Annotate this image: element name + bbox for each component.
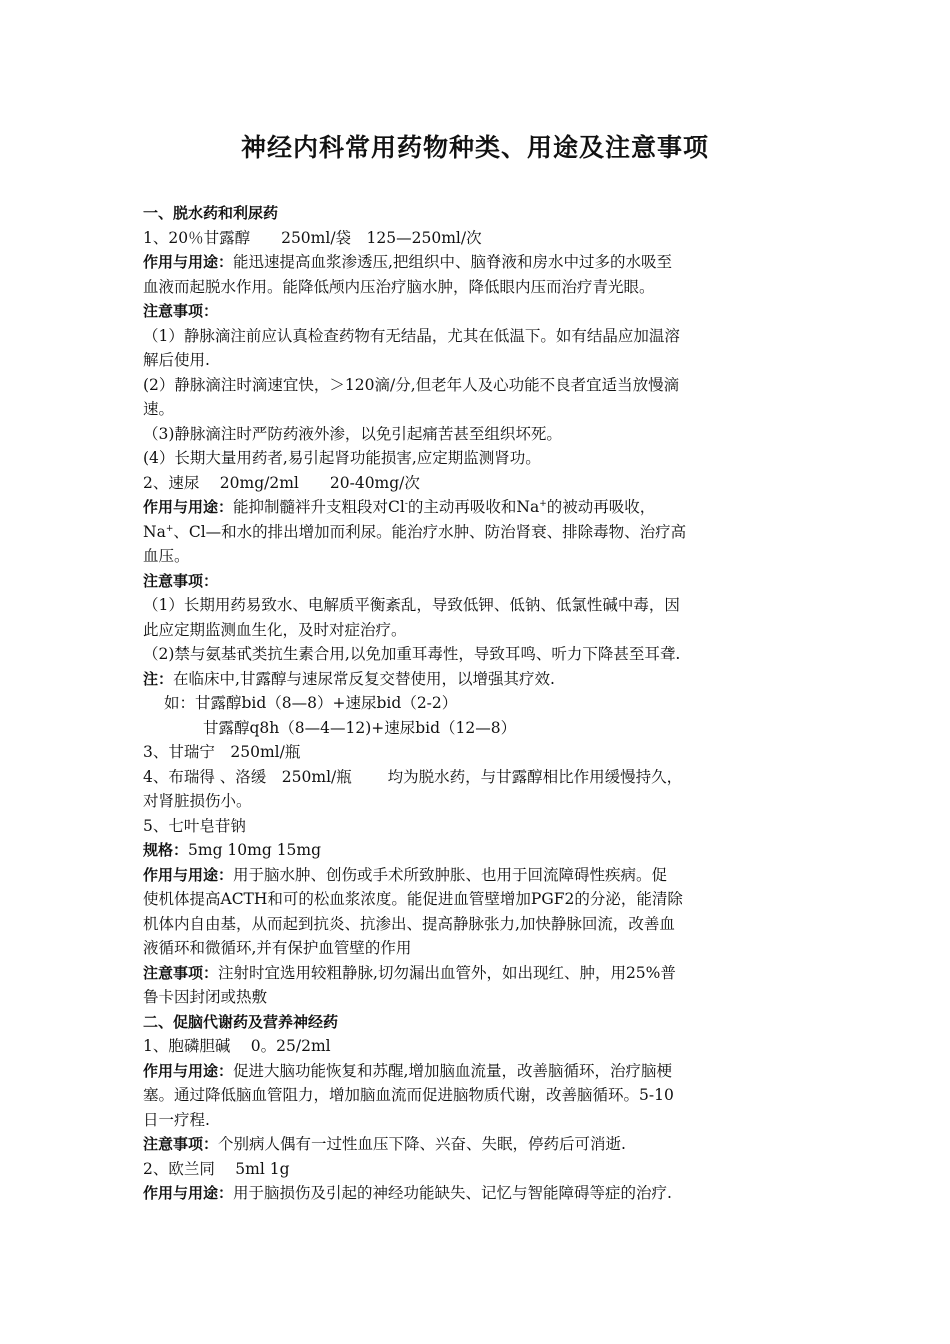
text-line [143,765,808,790]
line-text: 机体内自由基，从而起到抗炎、抗渗出、提高静脉张力,加快静脉回流，改善血 [143,914,675,933]
text-line [143,544,808,569]
line-text: (2）静脉滴注时滴速宜快，＞120滴/分,但老年人及心功能不良者宜适当放慢滴 [143,375,680,394]
text-line [143,1010,808,1035]
line-text: 使机体提高ACTH和可的松血浆浓度。能促进血管壁增加PGF2的分泌，能清除 [143,890,683,908]
line-text: 血液而起脱水作用。能降低颅内压治疗脑水肿，降低眼内压而治疗青光眼。 [143,277,655,296]
line-text: Na [143,522,166,541]
line-text: （3)静脉滴注时严防药液外渗，以免引起痛苦甚至组织坏死。 [143,424,562,443]
text-line [143,1132,808,1157]
bold-label: 作用与用途： [143,865,234,884]
text-line [143,1157,808,1182]
text-line [143,642,808,667]
line-text: 5mg 10mg 15mg [188,841,322,859]
superscript: - [404,499,408,509]
text-line [143,324,808,349]
text-line [143,250,808,275]
line-text: 3、甘瑞宁 250ml/瓶 [143,743,301,761]
text-line [143,348,808,373]
bold-label: 注意事项： [143,571,219,590]
bold-label: 注： [143,669,174,688]
superscript: + [539,499,547,509]
text-line [143,1181,808,1206]
line-text: 的被动再吸收， [546,498,656,516]
line-text: 塞。通过降低脑血管阻力，增加脑血流而促进脑物质代谢，改善脑循环。5-10 [143,1086,674,1104]
line-text: （2)禁与氨基甙类抗生素合用,以免加重耳毒性，导致耳鸣、听力下降甚至耳聋. [143,645,681,663]
line-text: (4）长期大量用药者,易引起肾功能损害,应定期监测肾功。 [143,449,541,467]
text-line [143,838,808,863]
line-text: 2、欧兰同 5ml 1g [143,1159,290,1178]
document-title: 神经内科常用药物种类、用途及注意事项 [240,133,709,162]
text-line [143,961,808,986]
superscript: + [165,523,174,534]
text-line [143,863,808,888]
bold-label: 二、促脑代谢药及营养神经药 [143,1012,339,1031]
line-text: 用于脑水肿、创伤或手术所致肿胀、也用于回流障碍性疾病。促 [233,865,668,884]
document-body [143,201,808,1206]
line-text: 个别病人偶有一过性血压下降、兴奋、失眠，停药后可消逝. [218,1135,626,1153]
line-text: （1）静脉滴注前应认真检查药物有无结晶，尤其在低温下。如有结晶应加温溶 [143,326,680,345]
bold-label: 作用与用途： [143,1061,234,1080]
text-line [143,912,808,937]
line-text: 、Cl—和水的排出增加而利尿。能治疗水肿、防治肾衰、排除毒物、治疗高 [173,522,687,541]
text-line [143,471,808,496]
line-text: 对肾脏损伤小。 [143,792,252,810]
text-line [143,936,808,961]
text-line [143,1083,808,1108]
bold-label: 规格： [143,841,189,859]
line-text: 日一疗程. [143,1110,210,1129]
bold-label: 作用与用途： [143,253,234,271]
text-line [143,495,808,520]
line-text: 1、20％甘露醇 250ml/袋 125—250ml/次 [143,228,482,247]
line-text: 用于脑损伤及引起的神经功能缺失、记忆与智能障碍等症的治疗. [233,1184,672,1202]
line-text: 的主动再吸收和Na [407,498,540,516]
text-line [143,520,808,545]
text-line [143,740,808,765]
text-line [143,593,808,618]
text-line [143,691,808,716]
text-line [143,667,808,692]
bold-label: 注意事项： [143,302,219,320]
line-text: 促进大脑功能恢复和苏醒,增加脑血流量，改善脑循环，治疗脑梗 [233,1061,672,1080]
bold-label: 作用与用途： [143,498,234,516]
bold-label: 作用与用途： [143,1184,234,1202]
line-text: 如：甘露醇bid（8—8）+速尿bid（2-2） [164,694,458,712]
line-text: 能抑制髓袢升支粗段对Cl [233,498,405,516]
line-text: 鲁卡因封闭或热敷 [143,988,268,1006]
line-text: （1）长期用药易致水、电解质平衡紊乱，导致低钾、低钠、低氯性碱中毒，因 [143,596,680,614]
text-line [143,814,808,839]
text-line [143,569,808,594]
text-line [143,618,808,643]
bold-label: 一、脱水药和利尿药 [143,204,279,222]
text-line [143,1108,808,1133]
line-text: 5、七叶皂苷钠 [143,816,246,835]
text-line [143,201,808,226]
line-text: 注射时宜选用较粗静脉,切勿漏出血管外，如出现红、肿，用25%普 [218,963,676,982]
text-line [143,397,808,422]
text-line [143,446,808,471]
line-text: 在临床中,甘露醇与速尿常反复交替使用，以增强其疗效. [173,669,555,688]
line-text: 1、胞磷胆碱 0。25/2ml [143,1037,331,1055]
line-text: 血压。 [143,547,190,565]
line-text: 此应定期监测血生化，及时对症治疗。 [143,620,407,639]
line-text: 解后使用. [143,351,210,369]
text-line [143,275,808,300]
line-text: 4、布瑞得 、洛缓 250ml/瓶 均为脱水药，与甘露醇相比作用缓慢持久， [143,767,683,786]
text-line [143,226,808,251]
line-text: 液循环和微循环,并有保护血管壁的作用 [143,939,412,957]
text-line [143,373,808,398]
line-text: 甘露醇q8h（8—4—12)+速尿bid（12—8） [203,718,517,737]
text-line [143,887,808,912]
text-line [143,299,808,324]
text-line [143,789,808,814]
text-line [143,985,808,1010]
text-line [143,422,808,447]
bold-label: 注意事项： [143,963,219,982]
text-line [143,716,808,741]
line-text: 能迅速提高血浆渗透压,把组织中、脑脊液和房水中过多的水吸至 [233,253,672,271]
text-line [143,1034,808,1059]
line-text: 速。 [143,400,175,418]
line-text: 2、速尿 20mg/2ml 20-40mg/次 [143,473,420,492]
text-line [143,1059,808,1084]
bold-label: 注意事项： [143,1135,219,1153]
